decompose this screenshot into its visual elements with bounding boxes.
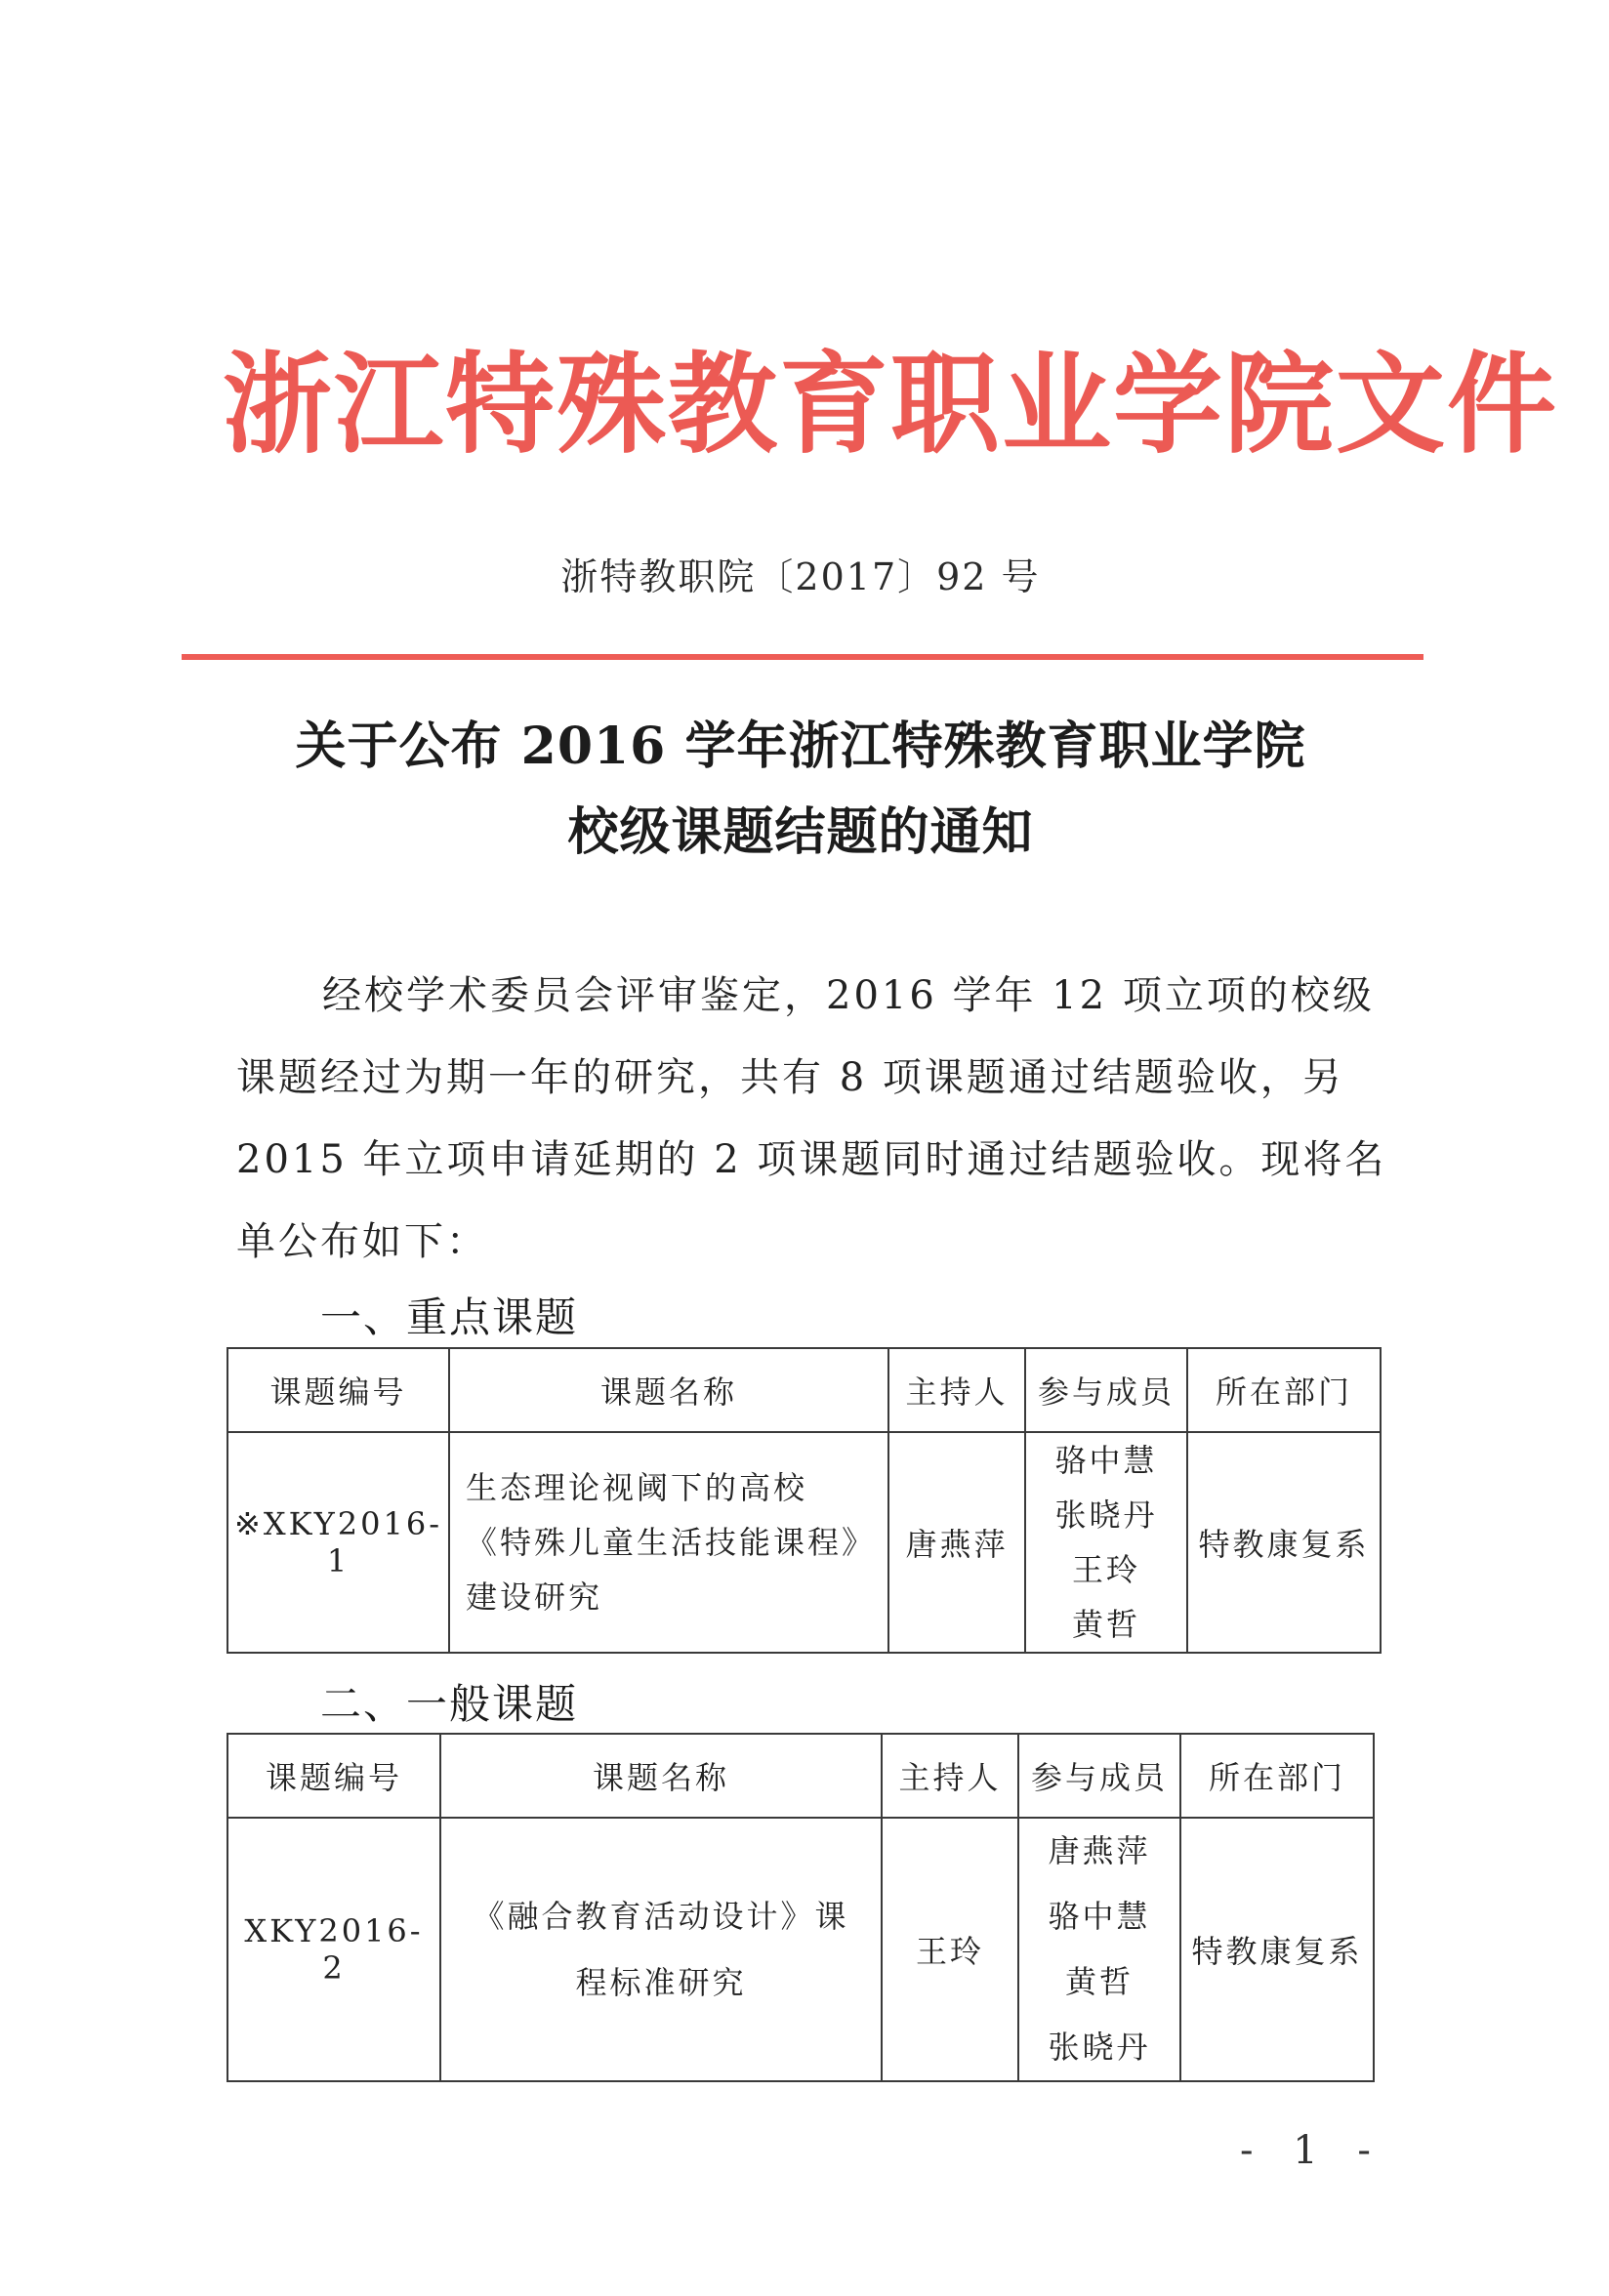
header-cell-topic: 课题名称 xyxy=(440,1734,882,1818)
body-line-2: 课题经过为期一年的研究，共有 8 项课题通过结题验收，另 xyxy=(236,1055,1344,1100)
header-cell-members: 参与成员 xyxy=(1025,1348,1187,1432)
section-heading-general-projects: 二、一般课题 xyxy=(320,1680,579,1728)
header-cell-members: 参与成员 xyxy=(1018,1734,1180,1818)
header-cell-dept: 所在部门 xyxy=(1180,1734,1374,1818)
red-divider-line xyxy=(182,654,1423,660)
member-name: 黄哲 xyxy=(1064,1963,1134,2000)
member-name: 张晓丹 xyxy=(1054,1496,1158,1534)
general-projects-table xyxy=(227,1733,1375,2082)
table-header-row xyxy=(227,1348,1381,1432)
notice-title-line-2: 校级课题结题的通知 xyxy=(567,802,1034,862)
body-line-1: 经校学术委员会评审鉴定，2016 学年 12 项立项的校级 xyxy=(322,973,1375,1018)
member-name: 黄哲 xyxy=(1072,1606,1141,1643)
member-name: 骆中慧 xyxy=(1054,1442,1158,1479)
project-topic: 《融合教育活动设计》课程标准研究 xyxy=(440,1818,882,2081)
project-dept: 特教康复系 xyxy=(1187,1432,1381,1653)
project-members xyxy=(1018,1818,1180,2081)
header-cell-id: 课题编号 xyxy=(227,1734,440,1818)
project-id: ※XKY2016-1 xyxy=(227,1432,449,1653)
header-cell-id: 课题编号 xyxy=(227,1348,449,1432)
masthead-title: 浙江特殊教育职业学院文件 xyxy=(223,341,1558,469)
project-host: 王玲 xyxy=(882,1818,1018,2081)
project-members xyxy=(1025,1432,1187,1653)
header-cell-host: 主持人 xyxy=(888,1348,1025,1432)
key-projects-table xyxy=(227,1347,1382,1654)
document-number: 浙特教职院〔2017〕92 号 xyxy=(560,555,1041,598)
table-header-row xyxy=(227,1734,1374,1818)
page-number: - 1 - xyxy=(1240,2128,1384,2173)
header-cell-dept: 所在部门 xyxy=(1187,1348,1381,1432)
project-topic: 生态理论视阈下的高校《特殊儿童生活技能课程》建设研究 xyxy=(449,1432,888,1653)
project-dept: 特教康复系 xyxy=(1180,1818,1374,2081)
section-heading-key-projects: 一、重点课题 xyxy=(320,1293,579,1341)
header-cell-topic: 课题名称 xyxy=(449,1348,888,1432)
header-cell-host: 主持人 xyxy=(882,1734,1018,1818)
project-id: XKY2016-2 xyxy=(227,1818,440,2081)
member-name: 张晓丹 xyxy=(1048,2029,1151,2066)
member-name: 骆中慧 xyxy=(1048,1898,1151,1935)
member-name: 王玲 xyxy=(1072,1551,1141,1588)
notice-title-line-1: 关于公布 2016 学年浙江特殊教育职业学院 xyxy=(295,717,1306,776)
body-line-4: 单公布如下： xyxy=(236,1219,488,1264)
table-row xyxy=(227,1432,1381,1653)
table-row xyxy=(227,1818,1374,2081)
project-host: 唐燕萍 xyxy=(888,1432,1025,1653)
body-line-3: 2015 年立项申请延期的 2 项课题同时通过结题验收。现将名 xyxy=(236,1137,1387,1182)
member-name: 唐燕萍 xyxy=(1048,1832,1151,1869)
